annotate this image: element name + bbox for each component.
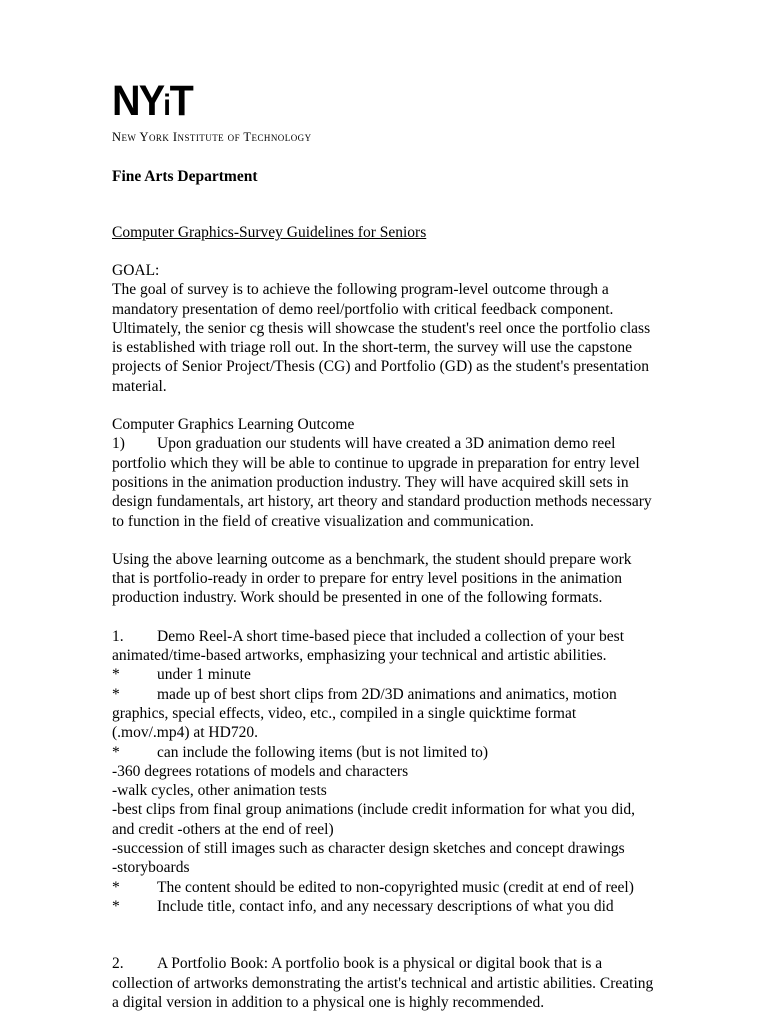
asterisk-bullet-icon: * xyxy=(112,743,120,761)
goal-body: The goal of survey is to achieve the following program-level outcome through a mandatory presentation of demo reel/portfolio with critical feedback component. Ultimately, the senior cg thesis will showcase the student's reel once the portfolio class is established with triage roll out. In the short-term, the survey will use the capstone projects of Senior Project/Thesis (CG) and Portfolio (GD) as the student's presentation material. xyxy=(112,281,655,395)
document-title-wrap xyxy=(112,186,657,242)
asterisk-bullet-icon: * xyxy=(112,897,120,915)
format-1-bullet-text: Include title, contact info, and any necessary descriptions of what you did xyxy=(157,897,614,915)
nyit-tagline: New York Institute of Technology xyxy=(112,130,312,144)
format-1-bullet xyxy=(112,665,657,684)
nyit-logo xyxy=(112,77,657,145)
format-2-line xyxy=(112,954,657,1012)
format-1-bullet-text: under 1 minute xyxy=(157,666,251,684)
format-1-dash-item: -360 degrees rotations of models and characters xyxy=(112,762,409,780)
benchmark-paragraph: Using the above learning outcome as a benchmark, the student should prepare work that is portfolio-ready in order to prepare for entry level positions in the animation production industry. Work should be presented in one of the following formats. xyxy=(112,550,632,607)
asterisk-bullet-icon: * xyxy=(112,666,120,684)
wordmark-letter-n: N xyxy=(112,77,139,125)
format-1-intro-line xyxy=(112,627,657,666)
format-1-marker: 1. xyxy=(112,627,124,645)
asterisk-bullet-icon: * xyxy=(112,878,120,896)
document-title: Computer Graphics-Survey Guidelines for Seniors xyxy=(112,224,427,241)
format-1-dash-item: -walk cycles, other animation tests xyxy=(112,782,327,800)
wordmark-letter-i: i xyxy=(163,89,170,122)
asterisk-bullet-icon: * xyxy=(112,685,120,703)
format-1-intro-text: Demo Reel-A short time-based piece that included a collection of your best animated/time-based artworks, emphasizing your technical and artistic abilities. xyxy=(112,627,625,665)
department-heading: Fine Arts Department xyxy=(112,168,258,185)
learning-outcome-item-marker: 1) xyxy=(112,435,125,453)
format-1-bullet-text: can include the following items (but is not limited to) xyxy=(157,743,489,761)
learning-outcome-item xyxy=(112,434,657,530)
learning-outcome-item-text: Upon graduation our students will have created a 3D animation demo reel portfolio which they will be able to continue to upgrade in preparation for entry level positions in the animation production industry. They will have acquired skill sets in design fundamentals, art history, art theory and standard production methods necessary to function in the field of creative visualization and communication. xyxy=(112,435,652,530)
format-1-section xyxy=(112,627,657,916)
wordmark-letter-t: T xyxy=(169,77,192,125)
goal-section xyxy=(112,261,657,396)
wordmark-letter-y: Y xyxy=(138,77,164,125)
format-1-bullet xyxy=(112,897,657,916)
goal-label: GOAL: xyxy=(112,262,160,279)
format-1-bullet xyxy=(112,878,657,897)
format-1-bullet xyxy=(112,685,657,743)
format-1-dash-item: -succession of still images such as character design sketches and concept drawings xyxy=(112,840,625,858)
format-2-section xyxy=(112,954,657,1012)
learning-outcome-heading: Computer Graphics Learning Outcome xyxy=(112,416,355,434)
document-content xyxy=(112,77,657,1012)
learning-outcome-section xyxy=(112,415,657,531)
format-1-dash-item: -best clips from final group animations (include credit information for what you did, and credit -others at the end of reel) xyxy=(112,801,639,838)
format-1-dash-item: -storyboards xyxy=(112,859,190,877)
format-2-marker: 2. xyxy=(112,955,124,973)
section-spacer xyxy=(112,916,657,954)
format-2-text: A Portfolio Book: A portfolio book is a physical or digital book that is a collection of artworks demonstrating the artist's technical and artistic abilities. Creating a digital version in addition to a physical one is highly recommended. xyxy=(112,955,654,1011)
nyit-wordmark-logo xyxy=(112,77,613,127)
format-1-bullet-text: made up of best short clips from 2D/3D animations and animatics, motion graphics, special effects, video, etc., compiled in a single quicktime format (.mov/.mp4) at HD720. xyxy=(112,685,617,742)
format-1-bullet-text: The content should be edited to non-copyrighted music (credit at end of reel) xyxy=(157,878,634,896)
format-1-bullet xyxy=(112,743,657,762)
